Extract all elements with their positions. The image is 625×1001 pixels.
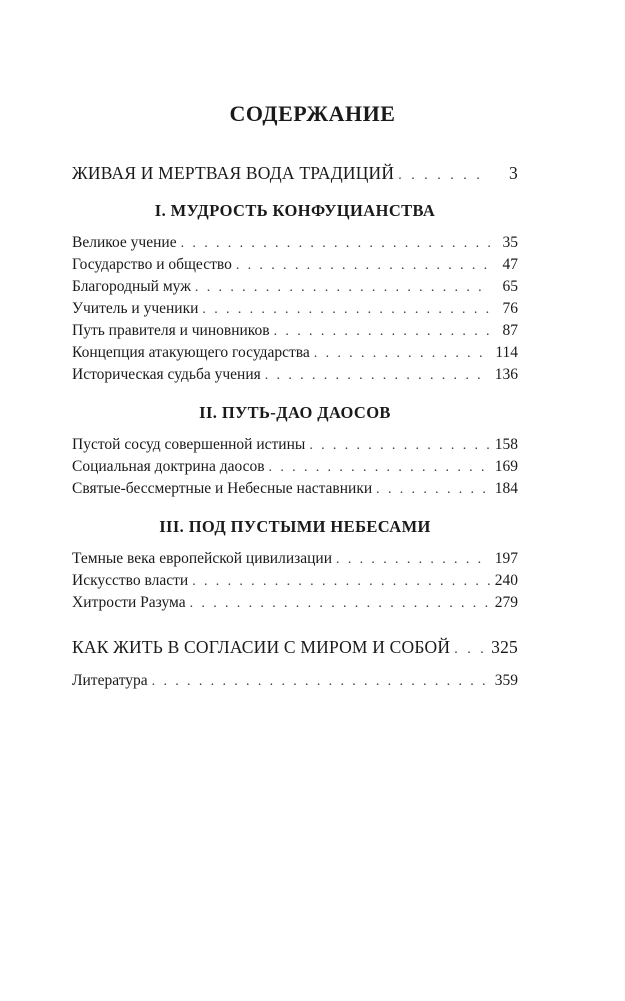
toc-entry[interactable]	[72, 276, 518, 298]
toc-entry-page: 184	[494, 480, 518, 497]
leader-dots	[181, 233, 490, 255]
toc-entry-page: 359	[494, 672, 518, 689]
toc-entry-title: Пустой сосуд совершенной истины	[72, 436, 306, 453]
section-heading-part2: II. ПУТЬ-ДАО ДАОСОВ	[199, 403, 391, 422]
toc-entry-title: Благородный муж	[72, 278, 191, 295]
toc-entry-title: Путь правителя и чиновников	[72, 322, 270, 339]
toc-entry-page: 3	[509, 163, 518, 183]
toc-entry-page: 136	[494, 366, 518, 383]
toc-entry-title: Литература	[72, 672, 148, 689]
toc-entry-title: Искусство власти	[72, 572, 189, 589]
leader-dots	[274, 321, 490, 343]
toc-entry-title: Великое учение	[72, 234, 177, 251]
toc-entry[interactable]	[72, 342, 518, 364]
toc-entry-title: Хитрости Разума	[72, 594, 186, 611]
toc-entry-title: Государство и общество	[72, 256, 232, 273]
toc-entry-page: 76	[502, 300, 518, 317]
leader-dots	[236, 255, 490, 277]
leader-dots	[152, 671, 490, 693]
leader-dots	[202, 299, 490, 321]
leader-dots	[336, 549, 490, 571]
toc-entry-conclusion[interactable]	[72, 634, 518, 660]
leader-dots	[269, 457, 490, 479]
leader-dots	[195, 277, 490, 299]
toc-entry[interactable]	[72, 254, 518, 276]
toc-entry-title: Социальная доктрина даосов	[72, 458, 265, 475]
toc-entry[interactable]	[72, 434, 518, 456]
toc-entry-page: 240	[494, 572, 518, 589]
toc-entry-page: 35	[502, 234, 518, 251]
toc-entry-title: Историческая судьба учения	[72, 366, 261, 383]
toc-entry-page: 65	[502, 278, 518, 295]
toc-entry[interactable]	[72, 232, 518, 254]
toc-entry-title: Темные века европейской цивилизации	[72, 550, 333, 567]
toc-entry[interactable]	[72, 298, 518, 320]
leader-dots	[192, 571, 490, 593]
section-heading-part3: III. ПОД ПУСТЫМИ НЕБЕСАМИ	[159, 517, 431, 536]
toc-entry-page: 325	[491, 637, 518, 657]
toc-entry-page: 114	[495, 344, 518, 361]
table-of-contents	[72, 160, 518, 692]
toc-entry-title: Учитель и ученики	[72, 300, 199, 317]
leader-dots	[454, 637, 487, 663]
toc-entry-page: 158	[494, 436, 518, 453]
section-heading-part1: I. МУДРОСТЬ КОНФУЦИАНСТВА	[154, 201, 436, 220]
leader-dots	[309, 435, 490, 457]
toc-entry-page: 169	[494, 458, 518, 475]
toc-entry[interactable]	[72, 592, 518, 614]
page-title: СОДЕРЖАНИЕ	[229, 101, 396, 126]
toc-entry-title: КАК ЖИТЬ В СОГЛАСИИ С МИРОМ И СОБОЙ	[72, 637, 451, 657]
leader-dots	[314, 343, 490, 365]
toc-entry-page: 197	[494, 550, 518, 567]
toc-entry[interactable]	[72, 570, 518, 592]
toc-entry-page: 47	[502, 256, 518, 273]
toc-entry-title: Святые-бессмертные и Небесные наставники	[72, 480, 373, 497]
toc-entry[interactable]	[72, 320, 518, 342]
leader-dots	[265, 365, 490, 387]
toc-entry-page: 87	[502, 322, 518, 339]
leader-dots	[398, 163, 490, 189]
toc-entry-intro[interactable]	[72, 160, 518, 186]
toc-entry-page: 279	[494, 594, 518, 611]
leader-dots	[376, 479, 490, 501]
leader-dots	[190, 593, 490, 615]
toc-entry-title: Концепция атакующего государства	[72, 344, 310, 361]
toc-entry[interactable]	[72, 548, 518, 570]
toc-entry[interactable]	[72, 456, 518, 478]
toc-entry[interactable]	[72, 364, 518, 386]
toc-entry[interactable]	[72, 478, 518, 500]
toc-entry-literature[interactable]	[72, 670, 518, 692]
toc-entry-title: ЖИВАЯ И МЕРТВАЯ ВОДА ТРАДИЦИЙ	[72, 163, 395, 183]
